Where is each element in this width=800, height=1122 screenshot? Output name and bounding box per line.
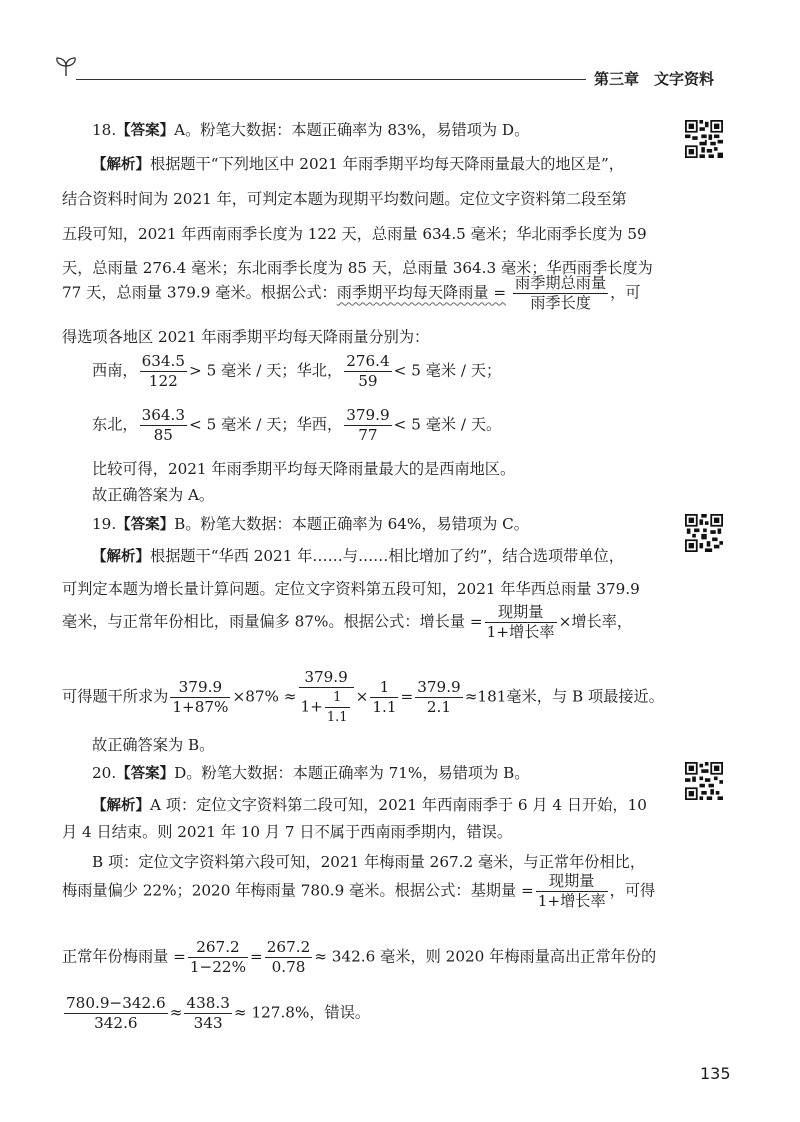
fraction	[344, 406, 391, 445]
region-label: 东北，	[92, 415, 138, 434]
q19-answer-line	[92, 514, 529, 535]
fraction-denominator: 343	[193, 1014, 223, 1032]
q20-text-2: 月 4 日结束。则 2021 年 10 月 7 日不属于西南雨季期内，错误。	[62, 823, 513, 841]
fraction-numerator: 438.3	[186, 994, 230, 1012]
fraction	[265, 938, 312, 977]
q20-formula-line	[62, 872, 655, 911]
fraction	[344, 352, 391, 391]
q18-result-row-2	[92, 406, 501, 445]
fraction	[415, 678, 462, 717]
chapter-header	[594, 68, 714, 89]
analysis-tag: 【解析】	[92, 549, 150, 565]
q18-formula-fraction	[513, 274, 608, 313]
fraction-denominator: 59	[358, 372, 378, 390]
q19-answer-text: B。粉笔大数据：本题正确率为 64%，易错项为 C。	[174, 515, 529, 533]
qr-code-icon	[685, 762, 723, 800]
q19-text-4b: ≈181毫米，与 B 项最接近。	[464, 687, 664, 706]
comparison-text: < 5 毫米 / 天；	[393, 361, 502, 380]
q19-text-2: 可判定本题为增长量计算问题。定位文字资料第五段可知，2021 年华西总雨量 379.9	[62, 580, 640, 598]
q18-text-4: 天，总雨量 276.4 毫米；东北雨季长度为 85 天，总雨量 364.3 毫米；华西雨季长度为	[62, 259, 653, 277]
fraction	[170, 678, 230, 717]
compound-fraction	[299, 668, 354, 727]
fraction-denominator: 1+87%	[172, 698, 229, 716]
q18-text-1: 根据题干“下列地区中 2021 年雨季期平均每天降雨量最大的地区是”，	[150, 155, 624, 173]
fraction-denominator: 1.1	[326, 710, 348, 725]
q20-formula-fraction	[536, 872, 608, 911]
fraction	[188, 938, 248, 977]
operator: ≈	[169, 1003, 183, 1022]
q18-text-5c: ，可	[610, 283, 641, 302]
q18-text-5a: 77 天，总雨量 379.9 毫米。根据公式：	[62, 283, 337, 302]
q18-final-answer: 故正确答案为 A。	[92, 486, 215, 504]
section-label: 文字资料	[654, 70, 715, 88]
q18-number: 18.	[92, 121, 117, 139]
nested-fraction	[325, 688, 350, 727]
fraction-numerator: 364.3	[141, 406, 186, 424]
fraction	[64, 994, 168, 1033]
q19-text-4a: 可得题干所求为	[62, 687, 169, 706]
fraction-denominator: 77	[358, 426, 378, 444]
qr-code-icon	[685, 514, 723, 552]
page-number: 135	[700, 1064, 731, 1083]
q20-analysis-line-1	[92, 795, 647, 816]
fraction-numerator: 276.4	[346, 352, 390, 370]
q20-text-5b: ≈ 342.6 毫米，则 2020 年梅雨量高出正常年份的	[314, 947, 657, 966]
fraction-denominator	[299, 688, 354, 727]
q19-number: 19.	[92, 515, 117, 533]
fraction-denominator: 雨季长度	[530, 294, 591, 312]
fraction-numerator: 267.2	[188, 938, 248, 958]
fraction-denominator: 1+增长率	[537, 892, 606, 910]
q19-calculation-line	[62, 668, 664, 727]
region-label: 西南，	[92, 361, 138, 380]
q20-text-6b: ≈ 127.8%，错误。	[233, 1003, 371, 1022]
header-rule	[76, 79, 586, 80]
q18-conclusion: 比较可得，2021 年雨季期平均每天降雨量最大的是西南地区。	[92, 460, 516, 478]
q19-text-3b: ×增长率，	[558, 612, 633, 631]
operator: =	[400, 687, 414, 706]
fraction-numerator: 379.9	[346, 406, 390, 424]
operator: =	[250, 947, 263, 966]
q20-text-5a: 正常年份梅雨量 =	[62, 947, 186, 966]
comparison-text: < 5 毫米 / 天。	[393, 415, 502, 434]
fraction-numerator: 379.9	[170, 678, 230, 698]
answer-tag: 【答案】	[116, 766, 175, 782]
fraction-numerator: 379.9	[417, 678, 461, 696]
qr-code-icon	[685, 120, 723, 158]
fraction	[140, 352, 187, 391]
fraction-denominator: 122	[148, 372, 178, 390]
q18-answer-line	[92, 120, 529, 141]
fraction-numerator: 现期量	[536, 872, 608, 892]
sprout-icon	[54, 56, 78, 78]
q20-number: 20.	[92, 764, 117, 782]
q19-final-answer: 故正确答案为 B。	[92, 736, 215, 754]
fraction-denominator: 0.78	[271, 958, 306, 976]
analysis-tag: 【解析】	[92, 798, 150, 814]
fraction-numerator: 现期量	[485, 603, 557, 623]
q20-calculation-line-2	[62, 994, 370, 1033]
fraction	[140, 406, 187, 445]
fraction	[184, 994, 231, 1033]
q18-answer-text: A。粉笔大数据：本题正确率为 83%，易错项为 D。	[174, 121, 530, 139]
fraction-numerator: 780.9−342.6	[66, 994, 166, 1012]
analysis-tag: 【解析】	[92, 157, 150, 173]
answer-tag: 【答案】	[116, 123, 175, 139]
operator: ×	[355, 687, 369, 706]
fraction-denominator: 2.1	[426, 698, 452, 716]
fraction-denominator: 85	[153, 426, 173, 444]
q18-text-3: 五段可知，2021 年西南雨季长度为 122 天，总雨量 634.5 毫米；华北雨季长度为 59	[62, 225, 647, 243]
q19-formula-line	[62, 603, 632, 642]
q18-text-6: 得选项各地区 2021 年雨季期平均每天降雨量分别为：	[62, 328, 430, 346]
comparison-text: < 5 毫米 / 天；华西，	[189, 415, 343, 434]
q20-answer-line	[92, 763, 529, 784]
q19-formula-fraction	[485, 603, 557, 642]
q20-calculation-line-1	[62, 938, 656, 977]
q20-answer-text: D。粉笔大数据：本题正确率为 71%，易错项为 B。	[174, 764, 530, 782]
answer-tag: 【答案】	[116, 517, 175, 533]
q20-text-4b: ，可得	[609, 881, 656, 900]
q18-result-row-1	[92, 352, 501, 391]
q20-text-1: A 项：定位文字资料第二段可知，2021 年西南雨季于 6 月 4 日开始，10	[150, 796, 647, 814]
fraction	[370, 678, 398, 717]
fraction-denominator: 1.1	[372, 698, 397, 716]
q19-analysis-line-1	[92, 546, 624, 567]
q18-formula-lhs: 雨季期平均每天降雨量 =	[336, 283, 507, 302]
q18-analysis-line-1	[92, 154, 624, 175]
fraction-numerator: 267.2	[266, 938, 311, 956]
q18-text-2: 结合资料时间为 2021 年，可判定本题为现期平均数问题。定位文字资料第二段至第	[62, 190, 627, 208]
q18-formula-line	[62, 274, 641, 313]
q19-text-3a: 毫米，与正常年份相比，雨量偏多 87%。根据公式：增长量 =	[62, 612, 483, 631]
fraction-numerator: 1	[325, 688, 350, 708]
q19-text-1: 根据题干“华西 2021 年……与……相比增加了约”，结合选项带单位，	[150, 547, 624, 565]
fraction-denominator: 342.6	[94, 1014, 138, 1032]
comparison-text: > 5 毫米 / 天；华北，	[189, 361, 343, 380]
q20-text-4a: 梅雨量偏少 22%；2020 年梅雨量 780.9 毫米。根据公式：基期量 =	[62, 881, 534, 900]
fraction-numerator: 1	[370, 678, 398, 698]
fraction-numerator: 雨季期总雨量	[515, 274, 607, 292]
fraction-denominator: 1−22%	[189, 958, 247, 976]
denominator-prefix: 1+	[300, 697, 323, 716]
fraction-numerator: 634.5	[141, 352, 186, 370]
fraction-numerator: 379.9	[299, 668, 354, 688]
q20-text-3: B 项：定位文字资料第六段可知，2021 年梅雨量 267.2 毫米，与正常年份相比，	[92, 853, 646, 871]
operator: ×87% ≈	[232, 687, 297, 706]
chapter-label: 第三章	[594, 70, 640, 88]
fraction-denominator: 1+增长率	[486, 623, 555, 641]
